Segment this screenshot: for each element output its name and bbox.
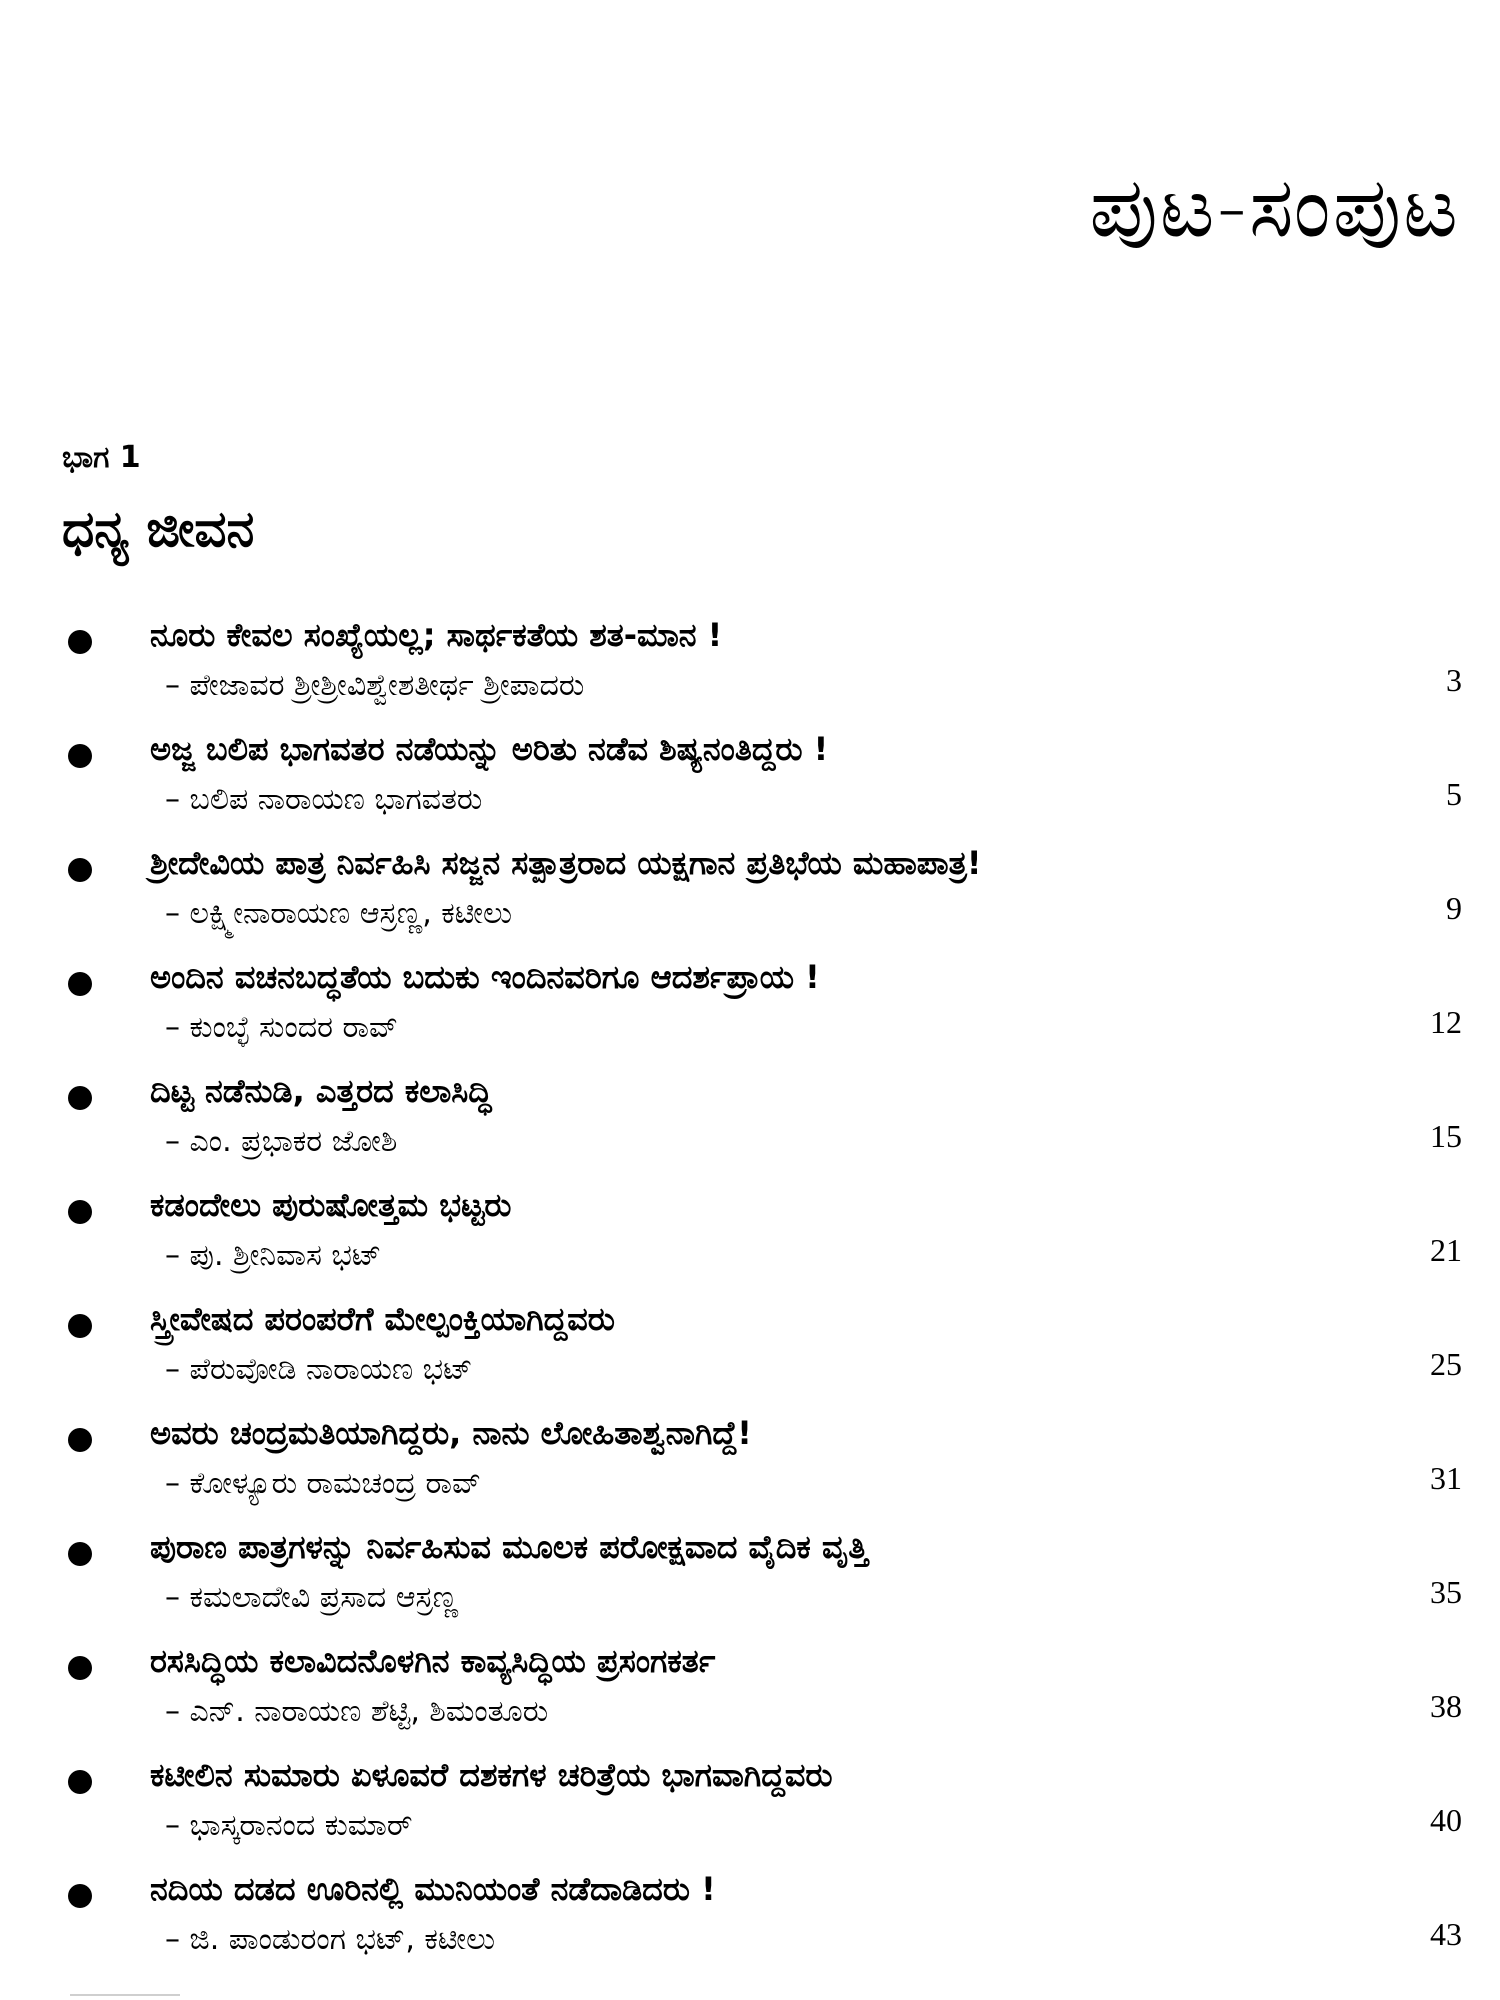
bullet-icon — [68, 1428, 92, 1452]
toc-entry — [0, 1296, 1500, 1410]
bullet-icon — [68, 1314, 92, 1338]
entry-author: – ಕೋಳ್ಯೂರು ರಾಮಚಂದ್ರ ರಾವ್ — [165, 1466, 481, 1501]
entry-author: – ಕುಂಬ್ಳೆ ಸುಂದರ ರಾವ್ — [165, 1010, 398, 1045]
toc-entry — [0, 954, 1500, 1068]
entry-author: – ಲಕ್ಷ್ಮೀನಾರಾಯಣ ಆಸ್ರಣ್ಣ, ಕಟೀಲು — [165, 896, 512, 931]
bullet-icon — [68, 1770, 92, 1794]
entry-title: ಕಟೀಲಿನ ಸುಮಾರು ಏಳೂವರೆ ದಶಕಗಳ ಚರಿತ್ರೆಯ ಭಾಗವಾಗಿದ್ದವರು — [150, 1756, 833, 1794]
entry-page-number: 35 — [1430, 1574, 1462, 1610]
bullet-icon — [68, 1086, 92, 1110]
entry-title: ನೂರು ಕೇವಲ ಸಂಖ್ಯೆಯಲ್ಲ; ಸಾರ್ಥಕತೆಯ ಶತ-ಮಾನ ! — [150, 616, 723, 654]
toc-entry — [0, 612, 1500, 726]
toc-entry — [0, 1524, 1500, 1638]
entry-page-number: 21 — [1430, 1232, 1462, 1268]
entry-author: – ಜಿ. ಪಾಂಡುರಂಗ ಭಟ್, ಕಟೀಲು — [165, 1922, 496, 1957]
entry-page-number: 38 — [1430, 1688, 1462, 1724]
bullet-icon — [68, 858, 92, 882]
entry-page-number: 31 — [1430, 1460, 1462, 1496]
entry-page-number: 9 — [1446, 890, 1462, 926]
bullet-icon — [68, 630, 92, 654]
toc-entry — [0, 840, 1500, 954]
bullet-icon — [68, 972, 92, 996]
entry-page-number: 3 — [1446, 662, 1462, 698]
entry-page-number: 25 — [1430, 1346, 1462, 1382]
entry-page-number: 5 — [1446, 776, 1462, 812]
entry-page-number: 40 — [1430, 1802, 1462, 1838]
entry-title: ಅಜ್ಜ ಬಲಿಪ ಭಾಗವತರ ನಡೆಯನ್ನು ಅರಿತು ನಡೆವ ಶಿಷ್ಯನಂತಿದ್ದರು ! — [150, 730, 829, 768]
toc-entry — [0, 1182, 1500, 1296]
bullet-icon — [68, 1656, 92, 1680]
entry-title: ಶ್ರೀದೇವಿಯ ಪಾತ್ರ ನಿರ್ವಹಿಸಿ ಸಜ್ಜನ ಸತ್ಪಾತ್ರರಾದ ಯಕ್ಷಗಾನ ಪ್ರತಿಭೆಯ ಮಹಾಪಾತ್ರ! — [150, 844, 982, 882]
entry-page-number: 15 — [1430, 1118, 1462, 1154]
entry-author: – ಪೇಜಾವರ ಶ್ರೀಶ್ರೀವಿಶ್ವೇಶತೀರ್ಥ ಶ್ರೀಪಾದರು — [165, 668, 585, 703]
entry-author: – ಭಾಸ್ಕರಾನಂದ ಕುಮಾರ್ — [165, 1808, 413, 1843]
scan-artifact — [70, 1994, 180, 1996]
entry-title: ಸ್ತ್ರೀವೇಷದ ಪರಂಪರೆಗೆ ಮೇಲ್ಪಂಕ್ತಿಯಾಗಿದ್ದವರು — [150, 1300, 615, 1338]
toc-entry — [0, 1866, 1500, 1980]
bullet-icon — [68, 1542, 92, 1566]
part-title: ಧನ್ಯ ಜೀವನ — [62, 500, 255, 558]
entry-title: ಅವರು ಚಂದ್ರಮತಿಯಾಗಿದ್ದರು, ನಾನು ಲೋಹಿತಾಶ್ವನಾಗಿದ್ದೆ! — [150, 1414, 752, 1452]
entry-title: ದಿಟ್ಟ ನಡೆನುಡಿ, ಎತ್ತರದ ಕಲಾಸಿದ್ಧಿ — [150, 1072, 492, 1110]
part-label: ಭಾಗ 1 — [62, 440, 141, 475]
entry-page-number: 12 — [1430, 1004, 1462, 1040]
bullet-icon — [68, 1884, 92, 1908]
entry-title: ಪುರಾಣ ಪಾತ್ರಗಳನ್ನು ನಿರ್ವಹಿಸುವ ಮೂಲಕ ಪರೋಕ್ಷವಾದ ವೈದಿಕ ವೃತ್ತಿ — [150, 1528, 868, 1566]
toc-entry — [0, 1752, 1500, 1866]
toc-entry — [0, 726, 1500, 840]
entry-author: – ಪು. ಶ್ರೀನಿವಾಸ ಭಟ್ — [165, 1238, 382, 1273]
entry-author: – ಎಂ. ಪ್ರಭಾಕರ ಜೋಶಿ — [165, 1124, 398, 1159]
entry-title: ನದಿಯ ದಡದ ಊರಿನಲ್ಲಿ ಮುನಿಯಂತೆ ನಡೆದಾಡಿದರು ! — [150, 1870, 716, 1908]
toc-entry — [0, 1638, 1500, 1752]
entry-title: ಅಂದಿನ ವಚನಬದ್ಧತೆಯ ಬದುಕು ಇಂದಿನವರಿಗೂ ಆದರ್ಶಪ್ರಾಯ ! — [150, 958, 820, 996]
entry-author: – ಪೆರುವೋಡಿ ನಾರಾಯಣ ಭಟ್ — [165, 1352, 473, 1387]
bullet-icon — [68, 744, 92, 768]
bullet-icon — [68, 1200, 92, 1224]
entry-author: – ಬಲಿಪ ನಾರಾಯಣ ಭಾಗವತರು — [165, 782, 483, 817]
toc-entry — [0, 1068, 1500, 1182]
page-title: ಪುಟ-ಸಂಪುಟ — [1089, 158, 1460, 256]
entry-page-number: 43 — [1430, 1916, 1462, 1952]
entry-title: ಕಡಂದೇಲು ಪುರುಷೋತ್ತಮ ಭಟ್ಟರು — [150, 1186, 512, 1224]
entry-title: ರಸಸಿದ್ಧಿಯ ಕಲಾವಿದನೊಳಗಿನ ಕಾವ್ಯಸಿದ್ಧಿಯ ಪ್ರಸಂಗಕರ್ತ — [150, 1642, 716, 1680]
entry-author: – ಕಮಲಾದೇವಿ ಪ್ರಸಾದ ಆಸ್ರಣ್ಣ — [165, 1580, 459, 1615]
entry-author: – ಎನ್. ನಾರಾಯಣ ಶೆಟ್ಟಿ, ಶಿಮಂತೂರು — [165, 1694, 549, 1729]
table-of-contents — [0, 612, 1500, 1980]
toc-entry — [0, 1410, 1500, 1524]
